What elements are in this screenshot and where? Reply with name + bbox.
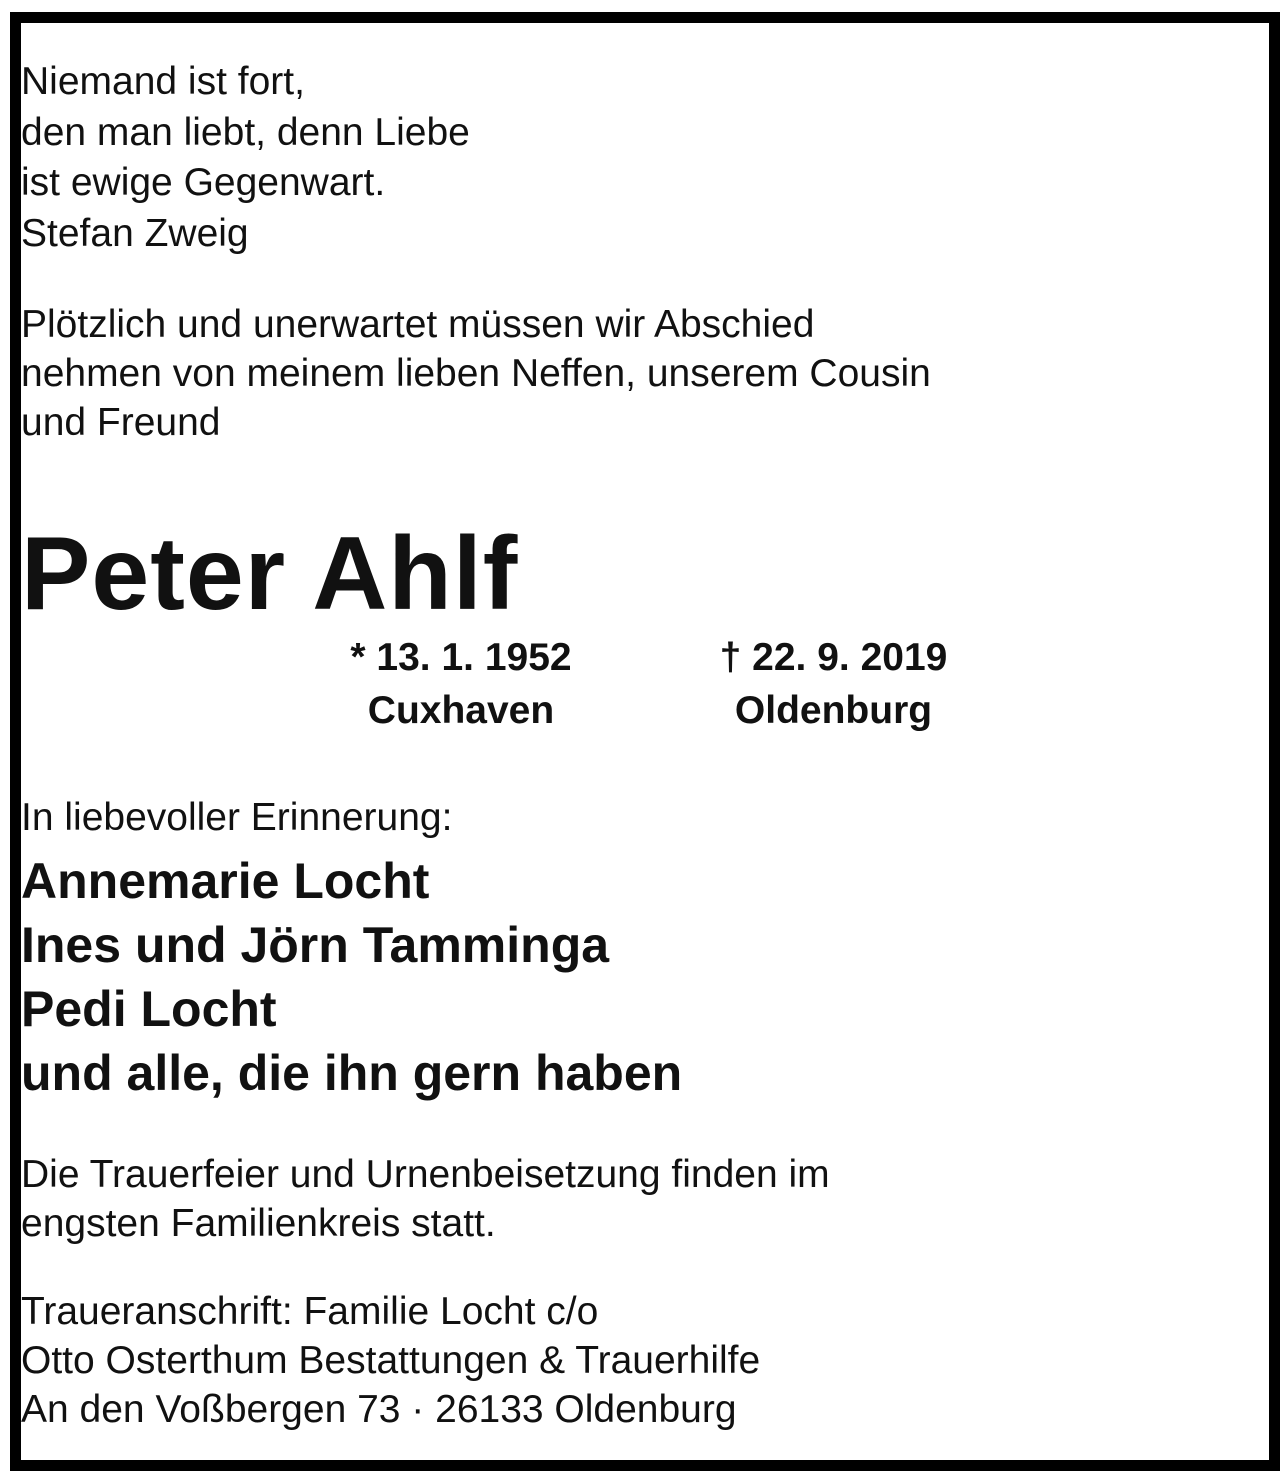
mourner-name: Annemarie Locht	[21, 853, 430, 909]
death-place: Oldenburg	[734, 689, 933, 732]
intro-line: und Freund	[21, 401, 221, 444]
deceased-name: Peter Ahlf	[21, 516, 519, 632]
quote-line: Niemand ist fort,	[21, 60, 305, 103]
mourners-lead: In liebevoller Erinnerung:	[21, 796, 453, 839]
birth-place: Cuxhaven	[367, 689, 555, 732]
intro-text	[21, 300, 1269, 447]
mourner-name: und alle, die ihn gern haben	[21, 1045, 683, 1101]
obituary-frame	[10, 12, 1280, 1471]
birth-date: * 13. 1. 1952	[350, 636, 572, 679]
mourner-name: Pedi Locht	[21, 981, 277, 1037]
ceremony-notice	[21, 1150, 1269, 1248]
mourners-list	[21, 849, 1269, 1105]
address-line: Traueranschrift: Familie Locht c/o	[21, 1290, 599, 1333]
intro-line: nehmen von meinem lieben Neffen, unserem Cousin	[21, 352, 931, 395]
ceremony-line: engsten Familienkreis statt.	[21, 1202, 496, 1245]
life-dates	[21, 631, 1269, 751]
quote-line: ist ewige Gegenwart.	[21, 161, 386, 204]
death-info	[691, 631, 976, 737]
address-line: Otto Osterthum Bestattungen & Trauerhilfe	[21, 1339, 761, 1382]
address-line: An den Voßbergen 73 · 26133 Oldenburg	[21, 1388, 737, 1431]
birth-info	[331, 631, 591, 737]
ceremony-line: Die Trauerfeier und Urnenbeisetzung finden im	[21, 1153, 830, 1196]
death-date: † 22. 9. 2019	[719, 636, 948, 679]
intro-line: Plötzlich und unerwartet müssen wir Abschied	[21, 303, 815, 346]
mourning-address	[21, 1287, 1269, 1434]
quote-block	[21, 57, 1269, 259]
quote-author: Stefan Zweig	[21, 211, 249, 255]
quote-line: den man liebt, denn Liebe	[21, 110, 470, 154]
mourner-name: Ines und Jörn Tamminga	[21, 917, 610, 973]
